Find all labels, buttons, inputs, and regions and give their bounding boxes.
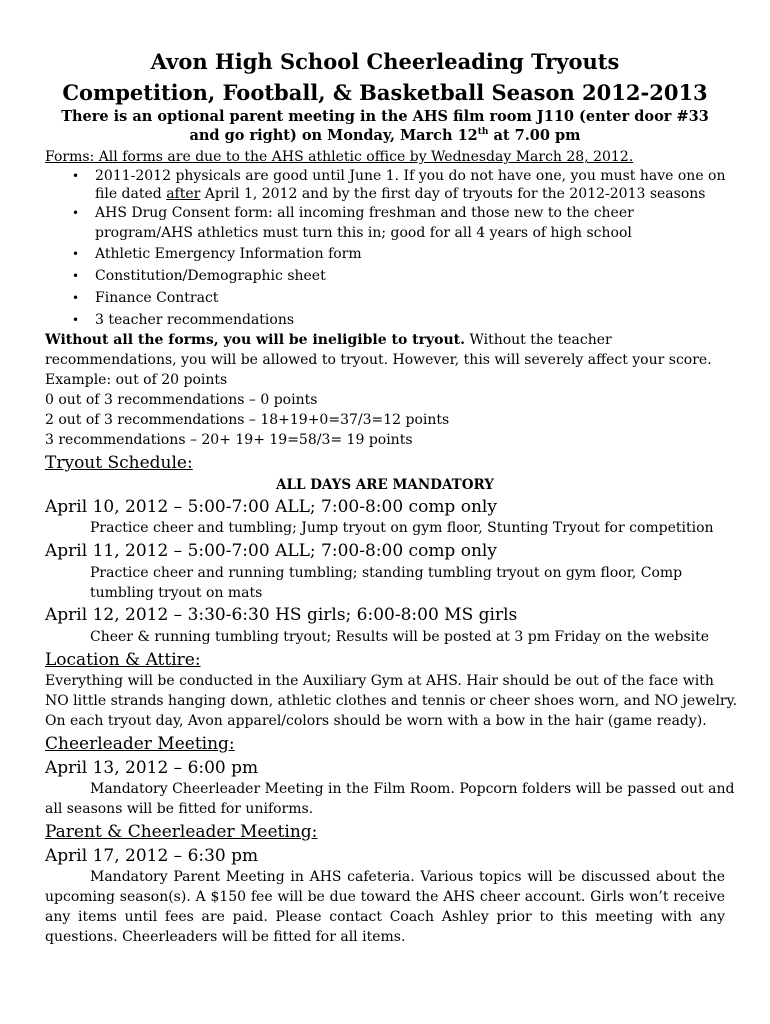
ineligible-line-2: recommendations, you will be allowed to tryout. However, this will severely affect your score. [45,352,712,368]
mandatory-notice: ALL DAYS ARE MANDATORY [276,477,494,493]
form-item-physicals-line-2: file dated after April 1, 2012 and by the first day of tryouts for the 2012-2013 seasons [95,186,706,202]
title-line-2: Competition, Football, & Basketball Season 2012-2013 [62,80,708,105]
location-line: Everything will be conducted in the Auxiliary Gym at AHS. Hair should be out of the face with [45,673,714,689]
tryout-date-3: April 12, 2012 – 3:30-6:30 HS girls; 6:00-8:00 MS girls [45,605,518,625]
cheer-meeting-line-1: Mandatory Cheerleader Meeting in the Film Room. Popcorn folders will be passed out and [90,781,735,797]
tryout-date-2-detail-2: tumbling tryout on mats [90,585,263,601]
form-item-recommendations: 3 teacher recommendations [95,312,295,328]
parent-meeting-heading: Parent & Cheerleader Meeting: [45,822,318,842]
parent-meeting-date: April 17, 2012 – 6:30 pm [45,846,259,866]
title-line-1: Avon High School Cheerleading Tryouts [150,49,620,74]
location-line: NO little strands hanging down, athletic clothes and tennis or cheer shoes worn, and NO jewelry. [45,693,738,709]
tryout-schedule-heading: Tryout Schedule: [45,453,193,473]
ineligible-warning: Without all the forms, you will be ineligible to tryout. [45,332,466,348]
location-line: On each tryout day, Avon apparel/colors should be worn with a bow in the hair (game ready). [45,713,707,729]
form-item-drug-consent-line-2: program/AHS athletics must turn this in; good for all 4 years of high school [95,225,632,241]
cheer-meeting-line-2: all seasons will be fitted for uniforms. [45,801,314,817]
tryout-date-1-detail: Practice cheer and tumbling; Jump tryout on gym floor, Stunting Tryout for competition [90,520,714,536]
tryout-date-2: April 11, 2012 – 5:00-7:00 ALL; 7:00-8:00 comp only [45,541,497,561]
bullet: • [72,313,80,327]
form-item-emergency: Athletic Emergency Information form [95,246,362,262]
tryout-date-1: April 10, 2012 – 5:00-7:00 ALL; 7:00-8:00 comp only [45,497,497,517]
tryout-date-3-detail: Cheer & running tumbling tryout; Results will be posted at 3 pm Friday on the website [90,629,710,645]
cheer-meeting-date: April 13, 2012 – 6:00 pm [45,758,259,778]
location-heading: Location & Attire: [45,650,201,670]
bullet: • [72,247,80,261]
example-line: Example: out of 20 points [45,372,228,388]
after-emphasis: after [166,186,201,202]
parent-meeting-text: Mandatory Parent Meeting in AHS cafeteria. Various topics will be discussed about the upcoming season(s). A $150 fee will be due toward the AHS cheer account. Girls won’t receive any items until fees are paid. Please contact Coach Ashley prior to this meeting with any questions. Cheerleaders will be fitted for all items. [45,869,725,945]
meeting-notice-time: at 7.00 pm [488,127,581,144]
cheer-meeting-heading: Cheerleader Meeting: [45,734,235,754]
bullet: • [72,169,80,183]
bullet: • [72,206,80,220]
form-item-constitution: Constitution/Demographic sheet [95,268,326,284]
meeting-notice [44,107,726,145]
bullet: • [72,269,80,283]
example-line: 0 out of 3 recommendations – 0 points [45,392,318,408]
ineligible-line-1: Without all the forms, you will be ineligible to tryout. Without the teacher [45,332,612,348]
example-line: 3 recommendations – 20+ 19+ 19=58/3= 19 points [45,432,413,448]
meeting-notice-text: There is an optional parent meeting in the AHS film room J110 (enter door #33 and go right) on Monday, March 12 [61,108,709,144]
form-item-physicals-line-1: 2011-2012 physicals are good until June 1. If you do not have one, you must have one on [95,168,726,184]
bullet: • [72,291,80,305]
tryout-date-2-detail-1: Practice cheer and running tumbling; standing tumbling tryout on gym floor, Comp [90,565,683,581]
form-item-drug-consent-line-1: AHS Drug Consent form: all incoming freshman and those new to the cheer [95,205,634,221]
example-line: 2 out of 3 recommendations – 18+19+0=37/3=12 points [45,412,450,428]
forms-heading: Forms: All forms are due to the AHS athletic office by Wednesday March 28, 2012. [45,149,634,165]
form-item-finance: Finance Contract [95,290,219,306]
meeting-notice-superscript: th [477,127,489,138]
